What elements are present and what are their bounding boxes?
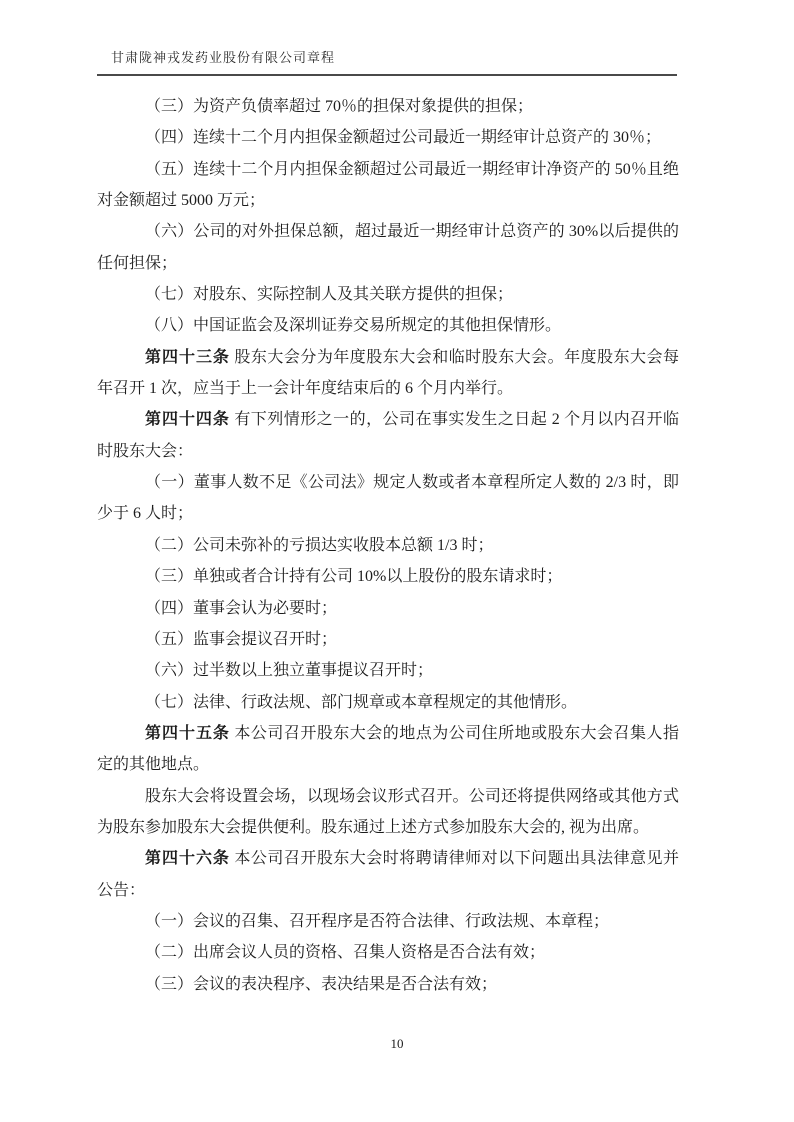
list-item: （七）对股东、实际控制人及其关联方提供的担保；	[145, 286, 514, 304]
article-number: 第四十五条	[145, 724, 230, 742]
header-title: 甘肃陇神戎发药业股份有限公司章程	[111, 50, 336, 65]
article-paragraph	[97, 404, 679, 467]
article-text: 本公司召开股东大会时将聘请律师对以下问题出具法律意见并公告：	[97, 850, 679, 899]
article-number: 第四十六条	[145, 850, 230, 868]
list-item: （三）单独或者合计持有公司 10%以上股份的股东请求时；	[145, 568, 563, 586]
list-item: （一）会议的召集、召开程序是否符合法律、行政法规、本章程；	[145, 912, 610, 930]
article-paragraph	[97, 342, 679, 405]
list-item: （四）连续十二个月内担保金额超过公司最近一期经审计总资产的 30％；	[145, 129, 662, 147]
list-item: （五）监事会提议召开时；	[145, 630, 338, 648]
list-item: （二）出席会议人员的资格、召集人资格是否合法有效；	[145, 944, 546, 962]
list-item: （八）中国证监会及深圳证券交易所规定的其他担保情形。	[145, 317, 562, 335]
list-item: （六）公司的对外担保总额，超过最近一期经审计总资产的 30%以后提供的任何担保；	[97, 223, 679, 272]
list-item: （四）董事会认为必要时；	[145, 599, 338, 617]
article-number: 第四十四条	[145, 411, 230, 429]
list-item: （三）会议的表决程序、表决结果是否合法有效；	[145, 975, 498, 993]
body-paragraph: 股东大会将设置会场，以现场会议形式召开。公司还将提供网络或其他方式为股东参加股东大会提供便利。股东通过上述方式参加股东大会的, 视为出席。	[97, 787, 679, 836]
article-text: 本公司召开股东大会的地点为公司住所地或股东大会召集人指定的其他地点。	[97, 724, 679, 774]
article-paragraph	[97, 843, 679, 906]
list-item: （六）过半数以上独立董事提议召开时；	[145, 662, 434, 680]
list-item: （一）董事人数不足《公司法》规定人数或者本章程所定人数的 2/3 时，即少于 6 人时；	[97, 474, 679, 523]
page-number: 10	[390, 1036, 404, 1051]
list-item: （七）法律、行政法规、部门规章或本章程规定的其他情形。	[145, 693, 578, 711]
list-item: （二）公司未弥补的亏损达实收股本总额 1/3 时；	[145, 536, 494, 554]
list-item: （五）连续十二个月内担保金额超过公司最近一期经审计净资产的 50％且绝对金额超过 5000 万元；	[97, 160, 679, 210]
article-text: 股东大会分为年度股东大会和临时股东大会。年度股东大会每年召开 1 次，应当于上一会计年度结束后的 6 个月内举行。	[97, 348, 679, 398]
article-number: 第四十三条	[145, 348, 230, 366]
article-paragraph	[97, 718, 679, 781]
article-text: 有下列情形之一的，公司在事实发生之日起 2 个月以内召开临时股东大会：	[97, 411, 679, 460]
page-header	[97, 47, 677, 76]
document-body	[97, 91, 679, 1000]
list-item: （三）为资产负债率超过 70％的担保对象提供的担保；	[145, 98, 534, 115]
